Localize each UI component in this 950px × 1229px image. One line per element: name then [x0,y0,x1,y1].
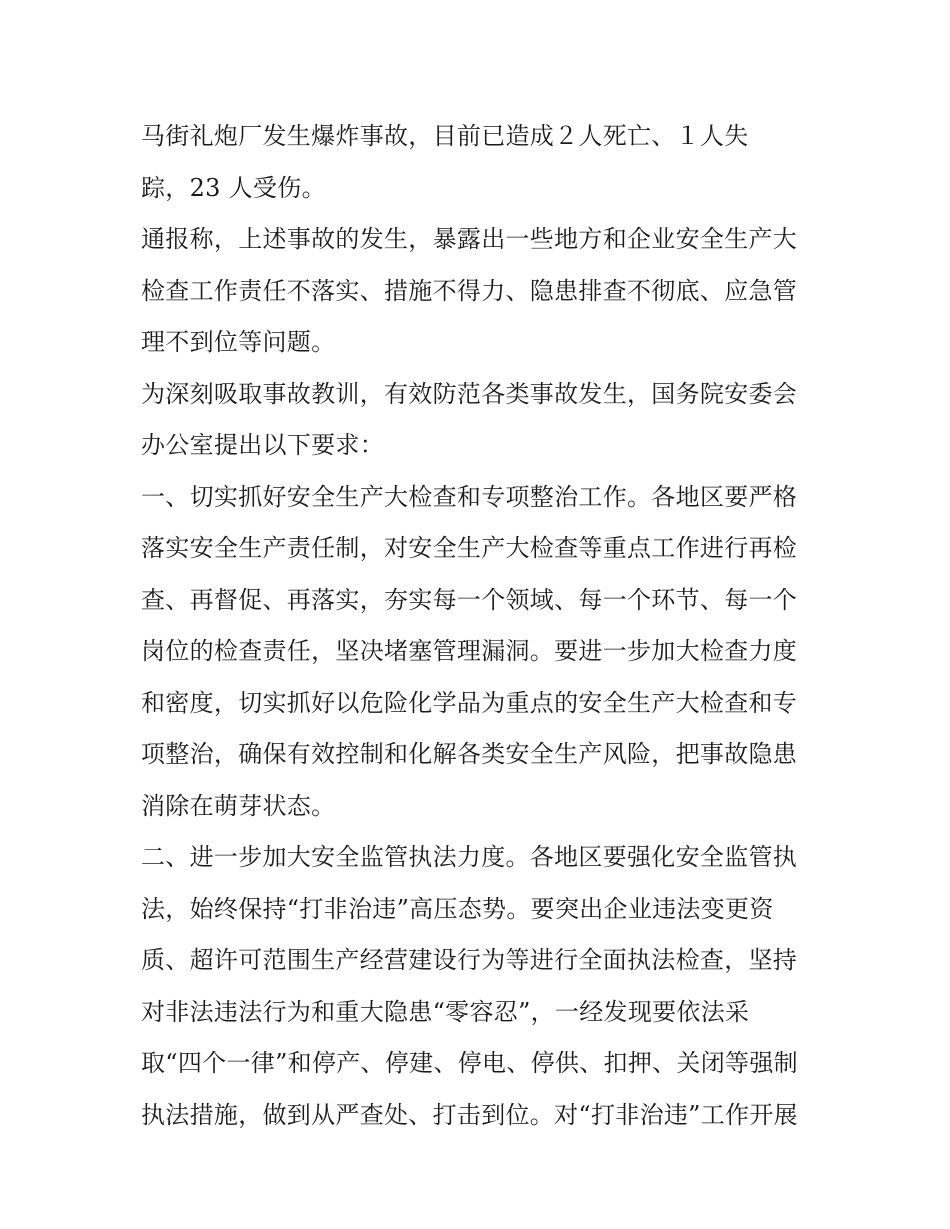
text-line: 执法措施，做到从严查处、打击到位。对“打非治违”工作开展 [141,1100,798,1129]
text-line: 取“四个一律”和停产、停建、停电、停供、扣押、关闭等强制 [141,1049,798,1077]
text-line: 通报称，上述事故的发生，暴露出一些地方和企业安全生产大 [141,225,798,253]
text-line: 和密度，切实抓好以危险化学品为重点的安全生产大检查和专 [141,688,798,717]
body-text [141,111,813,1141]
text-line: 马街礼炮厂发生爆炸事故，目前已造成２人死亡、１人失 [141,122,749,150]
text-line: 对非法违法行为和重大隐患“零容忍”，一经发现要依法采 [141,997,750,1026]
text-line: 一、切实抓好安全生产大检查和专项整治工作。各地区要严格 [141,482,798,511]
text-line: 质、超许可范围生产经营建设行为等进行全面执法检查，坚持 [141,946,798,974]
text-line: 法，始终保持“打非治违”高压态势。要突出企业违法变更资 [141,894,774,923]
text-line: 二、进一步加大安全监管执法力度。各地区要强化安全监管执 [141,843,798,871]
text-line: 检查工作责任不落实、措施不得力、隐患排查不彻底、应急管 [141,276,798,305]
text-line: 踪，23 人受伤。 [141,173,326,202]
text-line: 岗位的检查责任，坚决堵塞管理漏洞。要进一步加大检查力度 [141,637,798,665]
text-line: 消除在萌芽状态。 [141,791,336,820]
text-line: 理不到位等问题。 [141,328,336,356]
text-line: 查、再督促、再落实，夯实每一个领域、每一个环节、每一个 [141,585,798,614]
text-line: 为深刻吸取事故教训，有效防范各类事故发生，国务院安委会 [141,379,798,408]
text-line: 落实安全生产责任制，对安全生产大检查等重点工作进行再检 [141,534,798,562]
text-line: 办公室提出以下要求： [141,431,384,459]
text-line: 项整治，确保有效控制和化解各类安全生产风险，把事故隐患 [141,740,798,768]
